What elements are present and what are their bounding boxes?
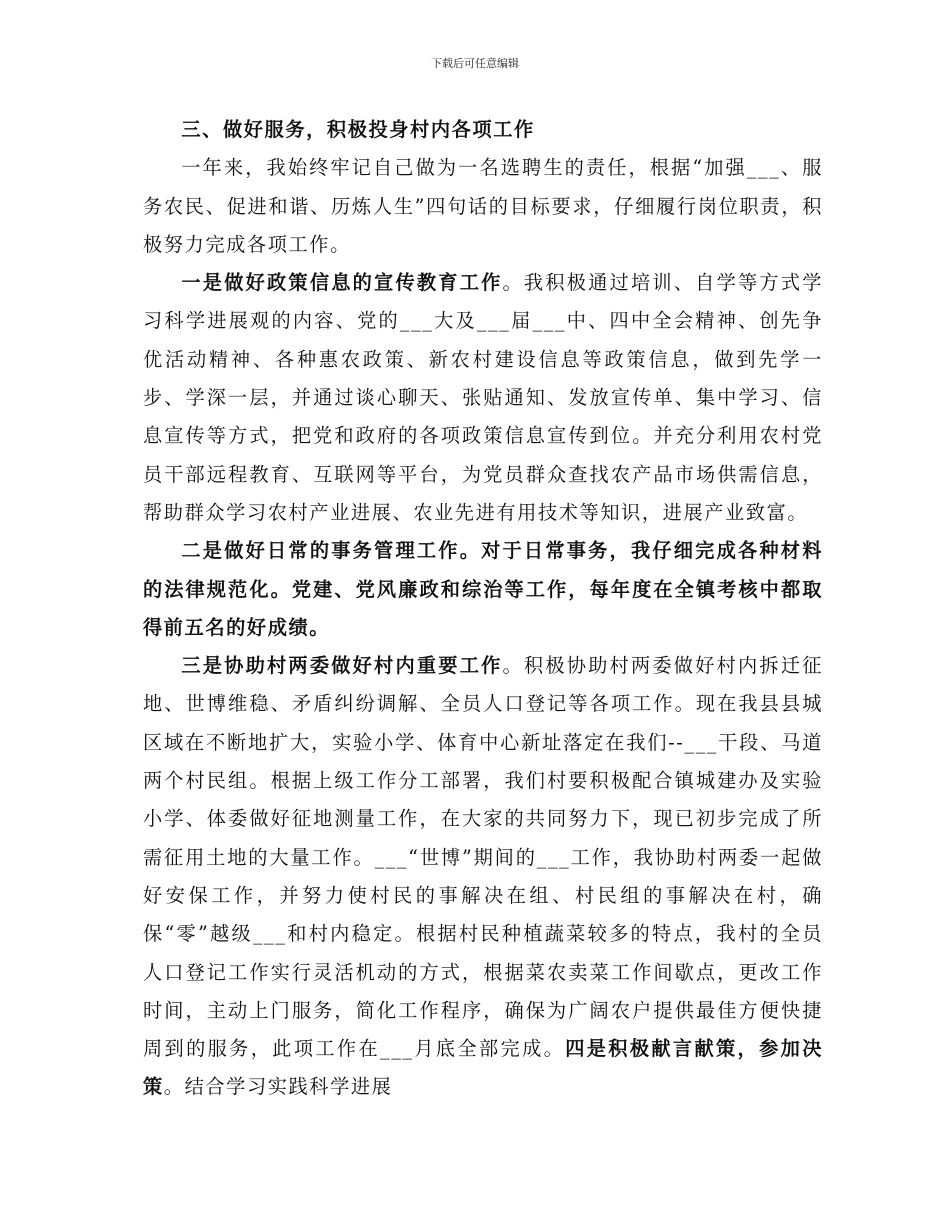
item-1-text: 。我积极通过培训、自学等方式学习科学进展观的内容、党的___大及___届___中、四中全会精神、创先争优活动精神、各种惠农政策、新农村建设信息等政策信息，做到先学一步、学深一层，并通过谈心聊天、张贴通知、发放宣传单、集中学习、信息宣传等方式，把党和政府的各项政策信息宣传到位。并充分利用农村党员干部远程教育、互联网等平台，为党员群众查找农产品市场供需信息，帮助群众学习农村产业进展、农业先进有用技术等知识，进展产业致富。	[143, 271, 824, 524]
item-3-lead: 三是协助村两委做好村内重要工作	[181, 654, 503, 678]
document-body	[143, 111, 823, 1107]
paragraph-item-2: 二是做好日常的事务管理工作。对于日常事务，我仔细完成各种材料的法律规范化。党建、党风廉政和综治等工作，每年度在全镇考核中都取得前五名的好成绩。	[143, 539, 823, 639]
paragraph-item-1	[143, 264, 823, 532]
item-3-text: 。积极协助村两委做好村内拆迁征地、世博维稳、矛盾纠纷调解、全员人口登记等各项工作。现在我县县城区域在不断地扩大，实验小学、体育中心新址落定在我们--___干段、马道两个村民组。根据上级工作分工部署，我们村要积极配合镇城建办及实验小学、体委做好征地测量工作，在大家的共同努力下，现已初步完成了所需征用土地的大量工作。___“世博”期间的___工作，我协助村两委一起做好安保工作，并努力使村民的事解决在组、村民组的事解决在村，确保“零”越级___和村内稳定。根据村民种植蔬菜较多的特点，我村的全员人口登记工作实行灵活机动的方式，根据菜农卖菜工作间歇点，更改工作时间，主动上门服务，简化工作程序，确保为广阔农户提供最佳方便快捷周到的服务，此项工作在___月底全部完成。	[143, 654, 824, 1061]
item-4-lead: 四是积极献言献策，参加决策	[143, 1037, 823, 1099]
item-4-text: 。结合学习实践科学进展	[163, 1075, 393, 1099]
intro-paragraph: 一年来，我始终牢记自己做为一名选聘生的责任，根据“加强___、服务农民、促进和谐、历炼人生”四句话的目标要求，仔细履行岗位职责，积极努力完成各项工作。	[143, 156, 823, 256]
paragraph-item-3	[143, 647, 823, 1107]
page-header: 下载后可任意编辑	[431, 57, 519, 70]
item-1-lead: 一是做好政策信息的宣传教育工作	[181, 271, 503, 295]
section-heading: 三、做好服务，积极投身村内各项工作	[181, 118, 535, 141]
